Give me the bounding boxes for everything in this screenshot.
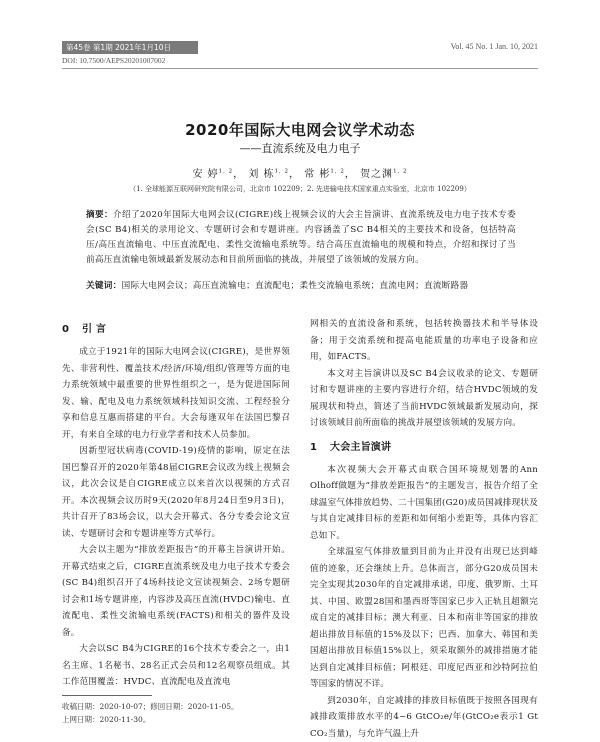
right-column (310, 316, 538, 742)
paragraph: 全球温室气体排放量到目前为止并没有出现已达到峰值的迹象，还会继续上升。总体而言，部分G20成员国未完全实现其2030年的自定减排承诺，印度、俄罗斯、土耳其、中国、欧盟28国和墨西哥等国家已步入正轨且超额完成自定的减排目标；澳大利亚、日本和南非等国家的排放超出排放目标值的15%及以下；巴西、加拿大、韩国和美国超出排放目标值15%以上，须采取额外的减排措施才能达到自定减排目标值；阿根廷、印度尼西亚和沙特阿拉伯等国家的情况不详。 (310, 544, 538, 693)
paragraph: 本文对主旨演讲以及SC B4会议收录的论文、专题研讨和专题讲座的主要内容进行介绍，结合HVDC领域的发展现状和特点，简述了当前HVDC领域最新发展动向，探讨该领域目前所面临的挑战并展望该领域的发展方向。 (310, 366, 538, 432)
journal-volume-en: Vol. 45 No. 1 Jan. 10, 2021 (451, 42, 538, 51)
online-date: 上网日期：2020-11-30。 (62, 713, 238, 726)
paragraph: 成立于1921年的国际大电网会议(CIGRE)，是世界领先、非营利性、覆盖技术/经济/环境/组织/管理等方面的电力系统领域中最重要的世界性组织之一，是为促进国际间发、输、配电及电力系统领域科技知识交流、工程经验分享和信息互惠而搭建的平台。大会每逢双年在法国巴黎召开，有来自全球的电力行业学者和技术人员参加。 (62, 344, 290, 443)
keywords (86, 279, 516, 294)
paragraph: 网相关的直流设备和系统，包括转换器技术和半导体设备；用于交流系统和提高电能质量的功率电子设备和应用，如FACTS。 (310, 316, 538, 366)
section-heading-keynote: 1 大会主旨演讲 (310, 432, 538, 462)
section-heading-intro: 0 引 言 (62, 316, 290, 344)
paragraph: 大会以SC B4为CIGRE的16个技术专委会之一，由1名主席、1名秘书、28名正式会员和12名观察员组成。其工作范围覆盖：HVDC、直流配电及直流电 (62, 641, 290, 691)
paragraph: 本次视频大会开幕式由联合国环境规划署的Ann Olhoff做题为“排放差距报告”的主题发言，报告介绍了全球温室气体排放趋势、二十国集团(G20)成员国减排现状及与其自定减排目标的差距和如何缩小差距等，具体内容汇总如下。 (310, 462, 538, 545)
article-subtitle: ——直流系统及电力电子 (0, 140, 600, 156)
doi[interactable]: DOI: 10.7500/AEPS20201007002 (62, 56, 165, 65)
keywords-text: 国际大电网会议；高压直流输电；直流配电；柔性交流输电系统；直流电网；直流断路器 (122, 281, 469, 291)
paragraph: 到2030年，自定减排的排放目标值既于按照各国现有减排政策排放水平的4~6 GtCO₂e/年(GtCO₂e表示1 Gt CO₂当量)，与允许气温上升 (310, 693, 538, 742)
author: 刘 栋$^{1, 2}$ (248, 169, 289, 180)
abstract-text: 介绍了2020年国际大电网会议(CIGRE)线上视频会议的大会主旨演讲、直流系统及电力电子技术专委会(SC B4)相关的录用论文、专题研讨会和专题讲座。内容涵盖了SC B4相关的主要技术和设备，包括特高压/高压直流输电、中压直流配电、柔性交流输电系统等。结合高压直流输电的规模和特点，介绍和探讨了当前高压直流输电领域最新发展动态和目前所面临的挑战，并展望了该领域的发展方向。 (86, 210, 516, 265)
paragraph: 大会以主题为“排放差距报告”的开幕主旨演讲开始。开幕式结束之后，CIGRE直流系统及电力电子技术专委会(SC B4)组织召开了4场科技论文宣读视频会、2场专题研讨会和1场专题讲座，内容涉及高压直流(HVDC)输电、直流配电、柔性交流输电系统(FACTS)和相关的器件及设备。 (62, 542, 290, 641)
author: 安 婷$^{1, 2}$ (192, 169, 233, 180)
article-title: 2020年国际大电网会议学术动态 (0, 119, 600, 140)
author: 常 彬$^{1, 2}$ (304, 169, 345, 180)
journal-issue-banner: 第45卷 第1期 2021年1月10日 (62, 41, 198, 54)
footnote (62, 700, 238, 726)
received-date: 收稿日期：2020-10-07；修回日期：2020-11-05。 (62, 700, 238, 713)
paragraph: 因新型冠状病毒(COVID-19)疫情的影响，原定在法国巴黎召开的2020年第48届CIGRE会议改为线上视频会议，此次会议是自CIGRE成立以来首次以视频的方式召开。本次视频会议历时9天(2020年8月24日至9月3日)，共计召开了83场会议，以大会开幕式、各分专委会论文宣读、专题研讨会和专题讲座等方式举行。 (62, 443, 290, 542)
author: 贺之渊$^{1, 2}$ (360, 169, 408, 180)
abstract-label: 摘要： (86, 210, 113, 220)
abstract (86, 208, 516, 268)
affiliations: （1. 全球能源互联网研究院有限公司，北京市 102209；2. 先进输电技术国家重点实验室，北京市 102209） (0, 184, 600, 194)
left-column (62, 316, 290, 691)
footnote-divider (62, 695, 152, 696)
keywords-label: 关键词： (86, 281, 122, 291)
author-list: 安 婷$^{1, 2}$， 刘 栋$^{1, 2}$， 常 彬$^{1, 2}$， 贺之渊$^{1, 2}$ (0, 165, 600, 180)
header-divider (62, 68, 538, 69)
